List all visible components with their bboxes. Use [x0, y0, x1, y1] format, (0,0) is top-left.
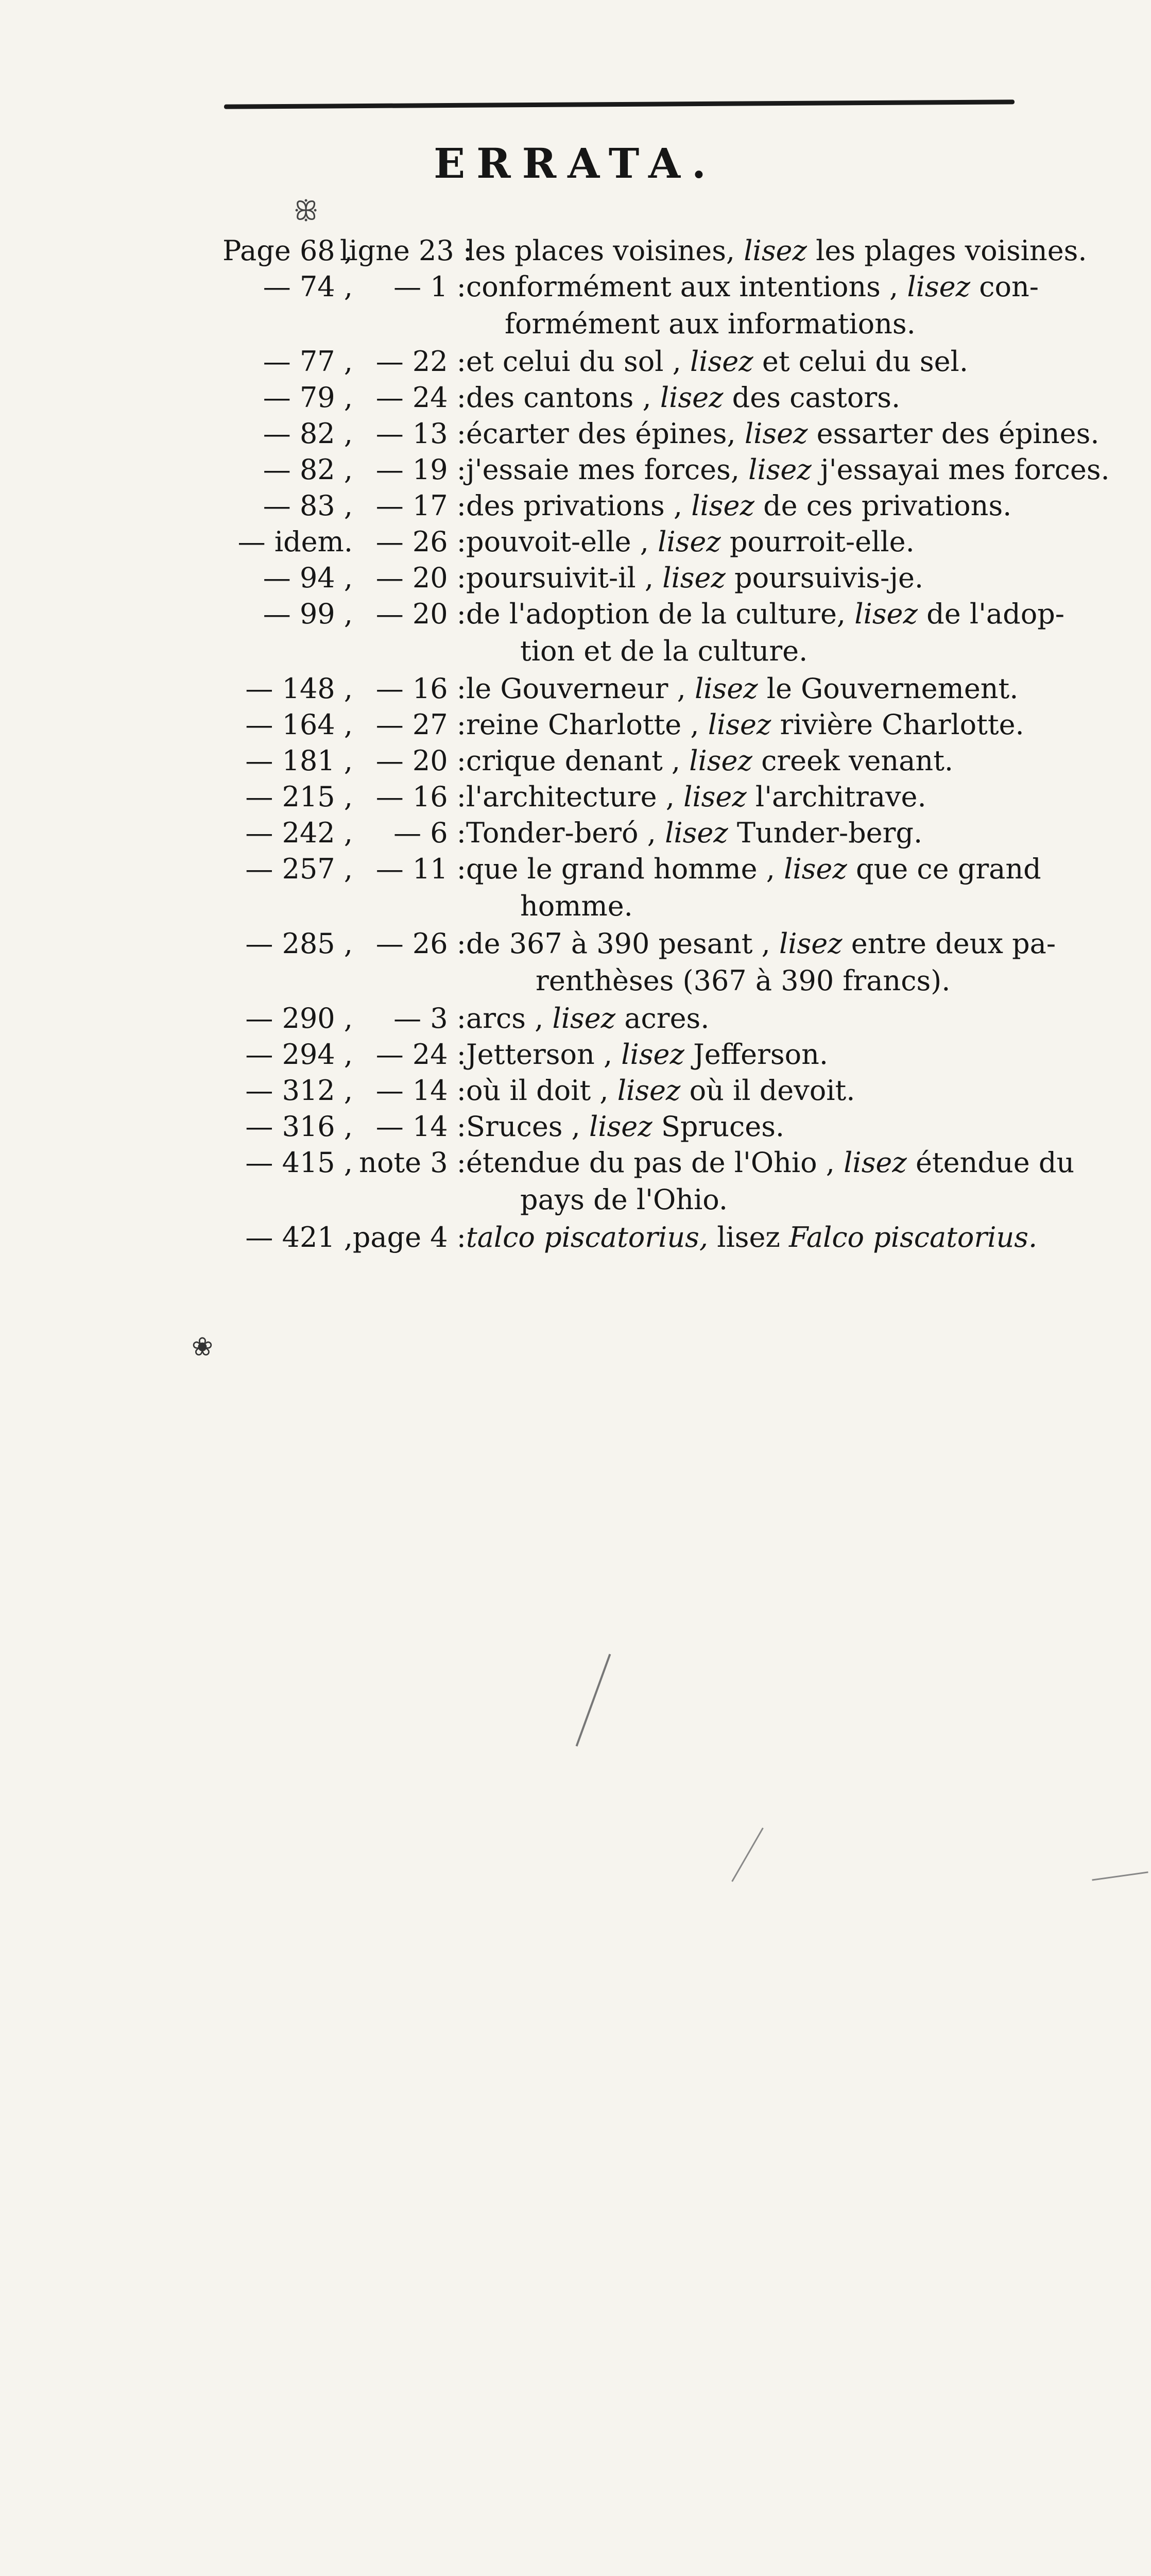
entry-wrong-text: conformément aux intentions , — [466, 270, 899, 303]
entry-wrong-text: arcs , — [466, 1002, 544, 1035]
entry-correct-text: j'essayai mes forces. — [820, 453, 1110, 486]
entry-line-ref: — 20 : — [375, 744, 466, 777]
entry-page-ref: — 148 , — [245, 672, 353, 705]
entry-correction — [466, 559, 1027, 597]
entry-correct-text: où il devoit. — [689, 1074, 855, 1107]
entry-correction — [466, 1036, 1027, 1074]
entry-page-ref: — 79 , — [263, 381, 353, 414]
entry-page-ref: — 316 , — [245, 1110, 353, 1143]
entry-correction — [466, 232, 1087, 270]
entry-correct-text: les plages voisines. — [816, 234, 1087, 267]
entry-line-ref: — 26 : — [375, 526, 466, 558]
errata-entry — [0, 595, 1151, 633]
entry-page-ref: — 421 , — [245, 1221, 353, 1253]
entry-line-ref: — 24 : — [375, 1038, 466, 1071]
entry-lisez: lisez — [689, 744, 752, 777]
entry-line-ref: page 4 : — [352, 1221, 466, 1253]
errata-entry — [0, 778, 1151, 816]
entry-wrong-text: pouvoit-elle , — [466, 526, 649, 558]
entry-line-ref: — 16 : — [375, 781, 466, 813]
entry-correct-text: et celui du sel. — [762, 345, 968, 378]
entry-line-ref: — 16 : — [375, 672, 466, 705]
entry-continuation — [0, 887, 1151, 925]
entry-line-ref: note 3 : — [359, 1146, 466, 1179]
entry-line-ref: — 14 : — [375, 1110, 466, 1143]
errata-entry — [0, 1144, 1151, 1182]
entry-wrong-text: Jetterson , — [466, 1038, 613, 1071]
page-title: ERRATA. — [434, 139, 717, 188]
ornament-top-icon: ꕥ — [294, 196, 319, 227]
entry-line-ref: — 14 : — [375, 1074, 466, 1107]
entry-correct-text: poursuivis-je. — [734, 562, 924, 594]
entry-correction — [466, 415, 1100, 453]
entry-lisez: lisez — [779, 927, 843, 960]
errata-entry — [0, 487, 1151, 525]
entry-wrong-text: l'architecture , — [466, 781, 675, 813]
entry-wrong-text: j'essaie mes forces, — [466, 453, 740, 486]
entry-page-ref: — 415 , — [245, 1146, 353, 1179]
entry-line-ref: — 11 : — [375, 853, 466, 885]
entry-continuation-text: tion et de la culture. — [520, 635, 808, 667]
entry-line-ref: — 20 : — [375, 598, 466, 630]
entry-line-ref: — 13 : — [375, 417, 466, 450]
entry-wrong-text: des privations , — [466, 489, 683, 522]
entry-page-ref: — 290 , — [245, 1002, 353, 1035]
errata-entry — [0, 670, 1151, 708]
entry-wrong-text: le Gouverneur , — [466, 672, 686, 705]
entry-lisez: lisez — [784, 853, 847, 885]
entry-page-ref: — 285 , — [245, 927, 353, 960]
errata-entry — [0, 559, 1151, 597]
entry-wrong-text: et celui du sol , — [466, 345, 681, 378]
errata-entry — [0, 1218, 1151, 1257]
top-rule — [224, 99, 1015, 109]
entry-lisez: lisez — [744, 417, 808, 450]
entry-correction — [466, 850, 1041, 888]
entry-lisez: lisez — [748, 453, 812, 486]
entry-correction — [466, 778, 1027, 816]
ornament-bottom-icon: ❀ — [192, 1332, 213, 1362]
errata-entry — [0, 1072, 1151, 1110]
entry-correction — [466, 343, 1027, 381]
errata-entry — [0, 742, 1151, 780]
entry-lisez: lisez — [744, 234, 807, 267]
entry-correct-text: que ce grand — [855, 853, 1041, 885]
entry-page-ref: — 82 , — [263, 417, 353, 450]
entry-continuation — [0, 1181, 1151, 1219]
entry-correction — [466, 742, 1027, 780]
entry-page-ref: — 83 , — [263, 489, 353, 522]
entry-correct-text: rivière Charlotte. — [780, 708, 1024, 741]
entry-wrong-text: de 367 à 390 pesant , — [466, 927, 770, 960]
entry-page-ref: — 242 , — [245, 817, 353, 849]
entry-correct-text: pourroit-elle. — [729, 526, 915, 558]
entry-lisez: lisez — [844, 1146, 907, 1179]
entry-correct-text: acres. — [624, 1002, 710, 1035]
entry-line-ref: — 6 : — [393, 817, 466, 849]
entry-line-ref: — 24 : — [375, 381, 466, 414]
entry-correction — [466, 1108, 1027, 1146]
entry-page-ref: — 77 , — [263, 345, 353, 378]
entry-correction — [466, 268, 1039, 306]
errata-entry — [0, 1036, 1151, 1074]
entry-line-ref: — 20 : — [375, 562, 466, 594]
entry-correction — [466, 999, 1027, 1038]
entry-correction — [466, 595, 1065, 633]
entry-wrong-text: poursuivit-il , — [466, 562, 654, 594]
stray-mark — [1092, 1871, 1148, 1880]
entry-lisez: lisez — [665, 817, 728, 849]
errata-entry — [0, 232, 1151, 270]
entry-line-ref: — 3 : — [393, 1002, 466, 1035]
entry-page-ref: — 257 , — [245, 853, 353, 885]
entry-lisez: lisez — [691, 489, 754, 522]
entry-correction — [466, 451, 1110, 489]
entry-lisez: lisez — [907, 270, 971, 303]
entry-page-ref: — 312 , — [245, 1074, 353, 1107]
entry-correct-text: de l'adop- — [926, 598, 1065, 630]
entry-page-ref: — 294 , — [245, 1038, 353, 1071]
entry-correct-text: creek venant. — [761, 744, 954, 777]
entry-correction — [466, 1144, 1075, 1182]
entry-wrong-text: les places voisines, — [466, 234, 735, 267]
entry-wrong-text: des cantons , — [466, 381, 651, 414]
stray-mark — [731, 1827, 764, 1882]
errata-entry — [0, 850, 1151, 888]
entry-wrong-text: écarter des épines, — [466, 417, 736, 450]
entry-wrong-text: reine Charlotte , — [466, 708, 699, 741]
entry-wrong-text: talco piscatorius, — [466, 1221, 709, 1253]
errata-entry — [0, 268, 1151, 306]
entry-page-ref: — idem. — [237, 526, 353, 558]
entry-page-ref: — 74 , — [263, 270, 353, 303]
entry-lisez: lisez — [662, 562, 726, 594]
errata-entry — [0, 451, 1151, 489]
entry-lisez: lisez — [708, 708, 771, 741]
entry-correction — [466, 1218, 1038, 1257]
entry-page-ref: Page 68 , — [222, 234, 353, 267]
entry-line-ref: — 22 : — [375, 345, 466, 378]
entry-correction — [466, 379, 1027, 417]
errata-entry — [0, 925, 1151, 963]
errata-entry — [0, 343, 1151, 381]
errata-entry — [0, 1108, 1151, 1146]
entry-correction — [466, 925, 1056, 963]
entry-correct-text: le Gouvernement. — [766, 672, 1019, 705]
entry-correct-text: essarter des épines. — [816, 417, 1100, 450]
entry-line-ref: — 1 : — [393, 270, 466, 303]
errata-entry — [0, 523, 1151, 561]
errata-entry — [0, 999, 1151, 1038]
entry-line-ref: — 17 : — [375, 489, 466, 522]
entry-line-ref: — 27 : — [375, 708, 466, 741]
entry-line-ref: — 19 : — [375, 453, 466, 486]
entry-continuation-text: pays de l'Ohio. — [520, 1183, 728, 1216]
entry-correct-text: Falco piscatorius. — [789, 1221, 1038, 1253]
entry-wrong-text: étendue du pas de l'Ohio , — [466, 1146, 835, 1179]
entry-correction — [466, 706, 1027, 744]
entry-lisez: lisez — [589, 1110, 652, 1143]
entry-correct-text: Jefferson. — [693, 1038, 829, 1071]
entry-wrong-text: de l'adoption de la culture, — [466, 598, 846, 630]
entry-lisez: lisez — [552, 1002, 616, 1035]
entry-correct-text: des castors. — [732, 381, 901, 414]
entry-lisez: lisez — [690, 345, 753, 378]
entry-lisez: lisez — [717, 1221, 780, 1253]
entry-continuation-text: homme. — [520, 890, 633, 922]
stray-mark — [576, 1654, 611, 1747]
entry-wrong-text: crique denant , — [466, 744, 681, 777]
entry-correct-text: entre deux pa- — [851, 927, 1056, 960]
entry-wrong-text: Sruces , — [466, 1110, 580, 1143]
entry-correction — [466, 523, 1027, 561]
entry-correct-text: Spruces. — [661, 1110, 785, 1143]
entry-line-ref: ligne 23 : — [340, 234, 473, 267]
entry-correction — [466, 1072, 1027, 1110]
entry-lisez: lisez — [658, 526, 721, 558]
entry-lisez: lisez — [683, 781, 747, 813]
entry-page-ref: — 99 , — [263, 598, 353, 630]
entry-line-ref: — 26 : — [375, 927, 466, 960]
entry-correct-text: de ces privations. — [763, 489, 1012, 522]
entry-correct-text: Tunder-berg. — [736, 817, 923, 849]
entry-page-ref: — 215 , — [245, 781, 353, 813]
entry-lisez: lisez — [660, 381, 724, 414]
entry-correction — [466, 487, 1027, 525]
errata-entry — [0, 415, 1151, 453]
entry-wrong-text: que le grand homme , — [466, 853, 775, 885]
entry-correction — [466, 814, 1027, 852]
entry-continuation — [0, 305, 1151, 343]
entry-lisez: lisez — [617, 1074, 681, 1107]
entry-correct-text: con- — [979, 270, 1039, 303]
entry-correct-text: l'architrave. — [755, 781, 926, 813]
errata-entry — [0, 379, 1151, 417]
entry-lisez: lisez — [694, 672, 758, 705]
entry-page-ref: — 94 , — [263, 562, 353, 594]
entry-page-ref: — 181 , — [245, 744, 353, 777]
entry-lisez: lisez — [854, 598, 918, 630]
entry-correction — [466, 670, 1027, 708]
entry-wrong-text: Tonder-beró , — [466, 817, 656, 849]
entry-page-ref: — 164 , — [245, 708, 353, 741]
entry-page-ref: — 82 , — [263, 453, 353, 486]
entry-wrong-text: où il doit , — [466, 1074, 609, 1107]
entry-lisez: lisez — [621, 1038, 684, 1071]
entry-continuation — [0, 962, 1151, 1000]
entry-continuation-text: renthèses (367 à 390 francs). — [536, 964, 951, 997]
entry-continuation — [0, 632, 1151, 670]
entry-correct-text: étendue du — [916, 1146, 1075, 1179]
errata-entry — [0, 706, 1151, 744]
errata-entry — [0, 814, 1151, 852]
entry-continuation-text: formément aux informations. — [505, 308, 916, 340]
